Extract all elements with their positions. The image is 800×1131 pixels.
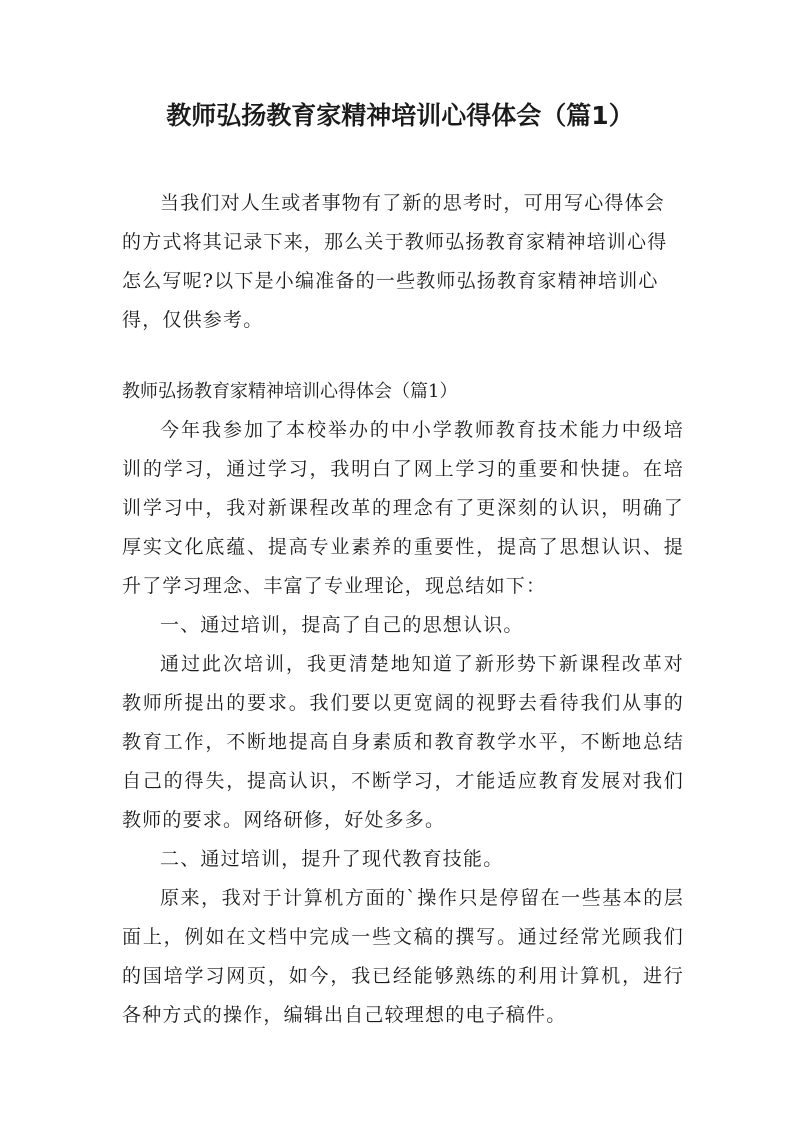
section-heading: 教师弘扬教育家精神培训心得体会（篇1） (122, 381, 458, 402)
paragraph-1: 今年我参加了本校举办的中小学教师教育技术能力中级培训的学习，通过学习，我明白了网上学习的重要和快捷。在培训学习中，我对新课程改革的理念有了更深刻的认识，明确了厚实文化底蕴、提高专业素养的重要性，提高了思想认识、提升了学习理念、丰富了专业理论，现总结如下： (122, 419, 684, 597)
paragraph-2-heading: 一、通过培训，提高了自己的思想认识。 (160, 614, 524, 636)
paragraph-5: 原来，我对于计算机方面的`操作只是停留在一些基本的层面上，例如在文档中完成一些文稿的撰写。通过经常光顾我们的国培学习网页，如今，我已经能够熟练的利用计算机，进行各种方式的操作，编辑出自己较理想的电子稿件。 (122, 887, 684, 1026)
body-text (122, 411, 684, 1035)
document-title: 教师弘扬教育家精神培训心得体会（篇1） (166, 101, 634, 130)
intro-paragraph: 当我们对人生或者事物有了新的思考时，可用写心得体会的方式将其记录下来，那么关于教师弘扬教育家精神培训心得怎么写呢?以下是小编准备的一些教师弘扬教育家精神培训心得，仅供参考。 (122, 192, 668, 331)
paragraph-4-heading: 二、通过培训，提升了现代教育技能。 (160, 848, 504, 870)
paragraph-3: 通过此次培训，我更清楚地知道了新形势下新课程改革对教师所提出的要求。我们要以更宽阔的视野去看待我们从事的教育工作，不断地提高自身素质和教育教学水平，不断地总结自己的得失，提高认识，不断学习，才能适应教育发展对我们教师的要求。网络研修，好处多多。 (122, 653, 684, 831)
